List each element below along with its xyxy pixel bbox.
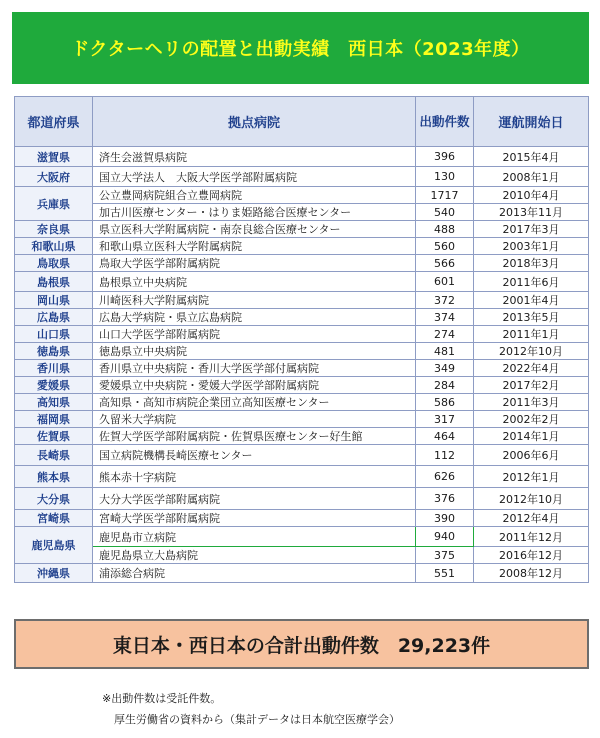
start-date-cell: 2011年6月 xyxy=(474,272,589,292)
table-row xyxy=(15,255,589,272)
start-date-cell: 2008年12月 xyxy=(474,564,589,583)
dispatch-count-cell: 396 xyxy=(416,147,474,167)
start-date-cell: 2012年10月 xyxy=(474,488,589,510)
start-date-cell: 2017年3月 xyxy=(474,221,589,238)
prefecture-cell: 島根県 xyxy=(15,272,93,292)
start-date-cell: 2003年1月 xyxy=(474,238,589,255)
prefecture-cell: 岡山県 xyxy=(15,292,93,309)
note-source: 厚生労働省の資料から（集計データは日本航空医療学会） xyxy=(114,713,400,726)
dispatch-count-cell: 130 xyxy=(416,167,474,187)
prefecture-cell: 高知県 xyxy=(15,394,93,411)
start-date-cell: 2008年1月 xyxy=(474,167,589,187)
dispatch-count-cell: 317 xyxy=(416,411,474,428)
hospital-cell: 香川県立中央病院・香川大学医学部付属病院 xyxy=(93,360,416,377)
dispatch-count-cell: 284 xyxy=(416,377,474,394)
table-row xyxy=(15,360,589,377)
start-date-cell: 2018年3月 xyxy=(474,255,589,272)
table-row xyxy=(15,221,589,238)
table-body xyxy=(15,147,589,583)
table-row xyxy=(15,238,589,255)
start-date-cell: 2013年11月 xyxy=(474,204,589,221)
prefecture-cell: 宮崎県 xyxy=(15,510,93,527)
hospital-cell: 鹿児島市立病院 xyxy=(93,527,416,547)
start-date-cell: 2006年6月 xyxy=(474,445,589,466)
table-row xyxy=(15,309,589,326)
table-row xyxy=(15,394,589,411)
start-date-cell: 2010年4月 xyxy=(474,187,589,204)
table-row xyxy=(15,466,589,488)
dispatch-count-cell: 374 xyxy=(416,309,474,326)
dispatch-count-cell: 464 xyxy=(416,428,474,445)
table-row xyxy=(15,272,589,292)
dispatch-count-cell: 551 xyxy=(416,564,474,583)
dispatch-count-cell: 372 xyxy=(416,292,474,309)
header-start-date: 運航開始日 xyxy=(474,97,589,147)
prefecture-cell: 兵庫県 xyxy=(15,187,93,221)
dispatch-count-cell: 566 xyxy=(416,255,474,272)
hospital-cell: 大分大学医学部附属病院 xyxy=(93,488,416,510)
dispatch-table xyxy=(14,96,589,583)
table-row xyxy=(15,411,589,428)
hospital-cell: 和歌山県立医科大学附属病院 xyxy=(93,238,416,255)
start-date-cell: 2022年4月 xyxy=(474,360,589,377)
table-header-row xyxy=(15,97,589,147)
table-row xyxy=(15,445,589,466)
table-row xyxy=(15,292,589,309)
prefecture-cell: 鳥取県 xyxy=(15,255,93,272)
table-row xyxy=(15,187,589,204)
prefecture-cell: 広島県 xyxy=(15,309,93,326)
table-row xyxy=(15,147,589,167)
dispatch-count-cell: 560 xyxy=(416,238,474,255)
note-dispatch-definition: ※出動件数は受託件数。 xyxy=(102,692,222,705)
dispatch-count-cell: 488 xyxy=(416,221,474,238)
dispatch-count-cell: 274 xyxy=(416,326,474,343)
start-date-cell: 2016年12月 xyxy=(474,547,589,564)
dispatch-count-cell: 349 xyxy=(416,360,474,377)
hospital-cell: 県立医科大学附属病院・南奈良総合医療センター xyxy=(93,221,416,238)
prefecture-cell: 大阪府 xyxy=(15,167,93,187)
table-row xyxy=(15,527,589,547)
table-row xyxy=(15,428,589,445)
hospital-cell: 済生会滋賀県病院 xyxy=(93,147,416,167)
prefecture-cell: 沖縄県 xyxy=(15,564,93,583)
hospital-cell: 愛媛県立中央病院・愛媛大学医学部附属病院 xyxy=(93,377,416,394)
header-base-hospital: 拠点病院 xyxy=(93,97,416,147)
header-dispatch-count: 出動件数 xyxy=(416,97,474,147)
prefecture-cell: 大分県 xyxy=(15,488,93,510)
prefecture-cell: 山口県 xyxy=(15,326,93,343)
hospital-cell: 加古川医療センター・はりま姫路総合医療センター xyxy=(93,204,416,221)
start-date-cell: 2014年1月 xyxy=(474,428,589,445)
table-row xyxy=(15,343,589,360)
hospital-cell: 佐賀大学医学部附属病院・佐賀県医療センター好生館 xyxy=(93,428,416,445)
dispatch-count-cell: 626 xyxy=(416,466,474,488)
hospital-cell: 鳥取大学医学部附属病院 xyxy=(93,255,416,272)
prefecture-cell: 長崎県 xyxy=(15,445,93,466)
dispatch-count-cell: 481 xyxy=(416,343,474,360)
dispatch-count-cell: 540 xyxy=(416,204,474,221)
hospital-cell: 宮崎大学医学部附属病院 xyxy=(93,510,416,527)
hospital-cell: 山口大学医学部附属病院 xyxy=(93,326,416,343)
dispatch-count-cell: 112 xyxy=(416,445,474,466)
dispatch-count-cell: 390 xyxy=(416,510,474,527)
hospital-cell: 熊本赤十字病院 xyxy=(93,466,416,488)
start-date-cell: 2017年2月 xyxy=(474,377,589,394)
hospital-cell: 高知県・高知市病院企業団立高知医療センター xyxy=(93,394,416,411)
start-date-cell: 2001年4月 xyxy=(474,292,589,309)
prefecture-cell: 佐賀県 xyxy=(15,428,93,445)
prefecture-cell: 香川県 xyxy=(15,360,93,377)
dispatch-count-cell: 1717 xyxy=(416,187,474,204)
table-row xyxy=(15,547,589,564)
table-row xyxy=(15,377,589,394)
hospital-cell: 公立豊岡病院組合立豊岡病院 xyxy=(93,187,416,204)
start-date-cell: 2002年2月 xyxy=(474,411,589,428)
start-date-cell: 2011年12月 xyxy=(474,527,589,547)
dispatch-count-cell: 586 xyxy=(416,394,474,411)
prefecture-cell: 奈良県 xyxy=(15,221,93,238)
table-row xyxy=(15,510,589,527)
total-dispatch-text: 東日本・西日本の合計出動件数 29,223件 xyxy=(112,634,491,657)
hospital-cell: 川崎医科大学附属病院 xyxy=(93,292,416,309)
prefecture-cell: 愛媛県 xyxy=(15,377,93,394)
start-date-cell: 2012年10月 xyxy=(474,343,589,360)
header-prefecture: 都道府県 xyxy=(15,97,93,147)
start-date-cell: 2011年1月 xyxy=(474,326,589,343)
dispatch-count-cell: 940 xyxy=(416,527,474,547)
start-date-cell: 2011年3月 xyxy=(474,394,589,411)
start-date-cell: 2015年4月 xyxy=(474,147,589,167)
prefecture-cell: 徳島県 xyxy=(15,343,93,360)
prefecture-cell: 和歌山県 xyxy=(15,238,93,255)
dispatch-count-cell: 375 xyxy=(416,547,474,564)
dispatch-count-cell: 376 xyxy=(416,488,474,510)
hospital-cell: 浦添総合病院 xyxy=(93,564,416,583)
hospital-cell: 国立大学法人 大阪大学医学部附属病院 xyxy=(93,167,416,187)
hospital-cell: 国立病院機構長崎医療センター xyxy=(93,445,416,466)
table-row xyxy=(15,564,589,583)
table-row xyxy=(15,167,589,187)
hospital-cell: 鹿児島県立大島病院 xyxy=(93,547,416,564)
prefecture-cell: 滋賀県 xyxy=(15,147,93,167)
hospital-cell: 広島大学病院・県立広島病院 xyxy=(93,309,416,326)
hospital-cell: 徳島県立中央病院 xyxy=(93,343,416,360)
prefecture-cell: 鹿児島県 xyxy=(15,527,93,564)
page-title: ドクターヘリの配置と出動実績 西日本（2023年度） xyxy=(71,39,530,60)
dispatch-count-cell: 601 xyxy=(416,272,474,292)
title-banner xyxy=(12,12,589,84)
hospital-cell: 久留米大学病院 xyxy=(93,411,416,428)
prefecture-cell: 熊本県 xyxy=(15,466,93,488)
start-date-cell: 2013年5月 xyxy=(474,309,589,326)
table-row xyxy=(15,326,589,343)
start-date-cell: 2012年1月 xyxy=(474,466,589,488)
table-row xyxy=(15,204,589,221)
total-dispatch-banner xyxy=(14,619,589,669)
table-row xyxy=(15,488,589,510)
start-date-cell: 2012年4月 xyxy=(474,510,589,527)
prefecture-cell: 福岡県 xyxy=(15,411,93,428)
hospital-cell: 島根県立中央病院 xyxy=(93,272,416,292)
